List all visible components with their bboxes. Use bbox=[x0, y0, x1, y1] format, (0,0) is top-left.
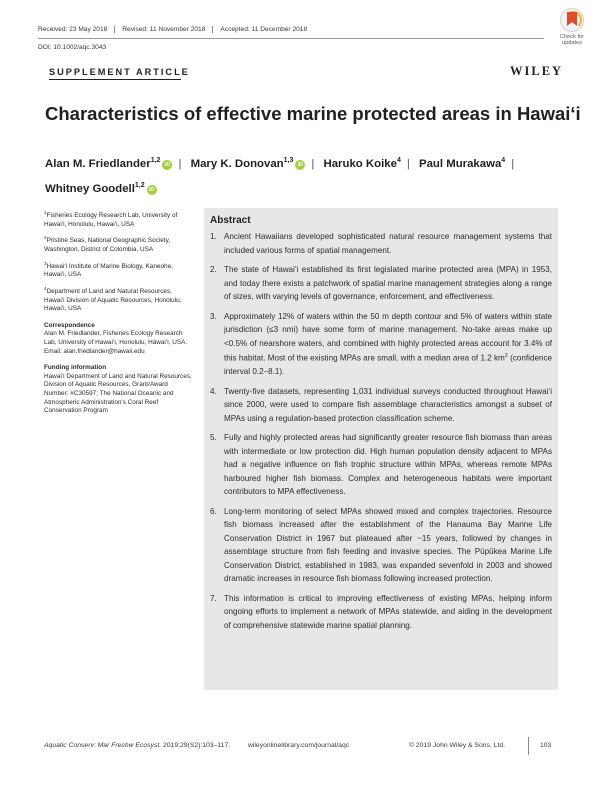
footer-copyright: © 2019 John Wiley & Sons, Ltd. bbox=[409, 742, 506, 749]
section-label: SUPPLEMENT ARTICLE bbox=[49, 67, 190, 77]
abstract-item bbox=[210, 385, 552, 426]
correspondence-heading: Correspondence bbox=[44, 321, 95, 329]
affiliation bbox=[44, 209, 194, 229]
author-affiliation: 1,2 bbox=[150, 157, 161, 164]
abstract-item bbox=[210, 263, 552, 304]
affiliation-number: 4 bbox=[44, 285, 47, 291]
author-name[interactable]: Alan M. Friedlander bbox=[45, 157, 151, 170]
footer-divider bbox=[528, 737, 529, 755]
author-name[interactable]: Haruko Koike bbox=[323, 157, 397, 170]
abstract-item-number: 1. bbox=[210, 232, 217, 241]
affiliations bbox=[44, 209, 194, 314]
affiliation-number: 3 bbox=[44, 260, 47, 266]
abstract-box bbox=[204, 208, 558, 690]
abstract-item-number: 4. bbox=[210, 386, 217, 396]
accepted-date: Accepted: 11 December 2018 bbox=[212, 26, 314, 33]
affiliation-text: Pristine Seas, National Geographic Society, Washington, District of Colombia, USA bbox=[44, 237, 171, 254]
affiliation bbox=[44, 260, 194, 280]
abstract-item bbox=[210, 431, 552, 499]
abstract-text-part: Approximately 12% of waters within the 50 m depth contour and 5% of waters within state jurisdiction (≤3 nmi) have some form of marine management. No-take areas make up <0.5% of nearshore waters, and combined with highly protected areas account for 3.4% of this habitat. Most of the existing MPAs are small, with a median area of 1.2 km bbox=[224, 311, 552, 363]
affiliation-text: Department of Land and Natural Resources, Hawai‘i Division of Aquatic Resources, Honolulu, Hawai‘i, USA bbox=[44, 288, 182, 313]
correspondence-block bbox=[44, 322, 194, 356]
abstract-item-text: Fully and highly protected areas had significantly greater resource fish biomass than areas with intermediate or low protection did. High human population density adjacent to MPAs had a negative influence on fish trophic structure within MPAs, whereas remote MPAs harboured higher fish biomass. Complex and heterogeneous habitats were important contributors to MPA effectiveness. bbox=[224, 433, 552, 497]
abstract-list bbox=[210, 230, 552, 632]
author-separator: | bbox=[406, 157, 410, 170]
abstract-item-number: 3. bbox=[210, 311, 217, 321]
publisher-logo: WILEY bbox=[510, 64, 564, 78]
affiliation-number: 1 bbox=[44, 210, 47, 215]
section-label-underline bbox=[49, 79, 181, 80]
abstract-item bbox=[210, 505, 552, 586]
abstract-item-text: The state of Hawai‘i established its first legislated marine protected area (MPA) in 1953, and today there exists a patchwork of spatial marine management strategies along a range of sizes, with varying levels of governance, enforcement, and effectiveness. bbox=[224, 265, 552, 301]
author-separator: | bbox=[311, 157, 315, 170]
abstract-item-text: Long-term monitoring of select MPAs showed mixed and complex trajectories. Resource fish biomass increased after the establishment of the Hanauma Bay Marine Life Conservation District in 1967 but plateaued after ~15 years, followed by changes in assemblage structure from fish feeding and invasive species. The Pūpūkea Marine Life Conservation District, established in 1983, was expanded sevenfold in 2003 and showed dramatic increases in resource fish biomass following increased protection. bbox=[224, 506, 552, 584]
abstract-superscript: 2 bbox=[504, 353, 508, 359]
abstract-text-part: (confidence interval 0.2–8.1). bbox=[224, 353, 552, 377]
author-name[interactable]: Whitney Goodell bbox=[45, 182, 135, 195]
abstract-item bbox=[210, 230, 552, 257]
header-rule bbox=[38, 38, 544, 39]
received-date: Received: 23 May 2018 bbox=[38, 26, 108, 33]
abstract-item-text: This information is critical to improving effectiveness of existing MPAs, helping inform ongoing efforts to implement a network of MPAs statewide, and aiding in the development of comprehensive statewide marine spatial planning. bbox=[224, 593, 552, 630]
affiliation-text: Hawai‘i Institute of Marine Biology, Kaneohe, Hawai‘i, USA bbox=[44, 262, 173, 279]
author-list bbox=[45, 150, 565, 200]
affiliation bbox=[44, 234, 194, 254]
revised-date: Revised: 11 November 2018 bbox=[114, 26, 212, 33]
author[interactable] bbox=[191, 158, 306, 170]
funding-block bbox=[44, 364, 194, 416]
abstract-item-number: 7. bbox=[210, 593, 217, 603]
abstract-item-number: 2. bbox=[210, 265, 217, 274]
journal-citation: 2019;29(S2):103–117. bbox=[161, 742, 231, 749]
footer-journal bbox=[44, 742, 230, 749]
affiliation bbox=[44, 285, 194, 314]
author[interactable] bbox=[45, 158, 172, 170]
check-for-updates-button[interactable] bbox=[552, 8, 592, 47]
author-affiliation: 4 bbox=[396, 157, 401, 164]
funding-text: Hawai‘i Department of Land and Natural Resources, Division of Aquatic Resources, Grant/Award Number: #C30597; The National Oceanic and Atmospheric Administration's Coral Reef Conservation Program bbox=[44, 372, 192, 415]
orcid-icon[interactable]: iD bbox=[295, 160, 305, 170]
page-number: 103 bbox=[540, 742, 552, 749]
affiliation-number: 2 bbox=[44, 235, 47, 241]
footer-url[interactable]: wileyonlinelibrary.com/journal/aqc bbox=[248, 742, 350, 749]
abstract-item bbox=[210, 592, 552, 633]
author-affiliation: 1,2 bbox=[134, 181, 145, 189]
abstract-item-number: 6. bbox=[210, 506, 217, 516]
abstract-item-text: Ancient Hawaiians developed sophisticated natural resource management systems that included various forms of spatial management. bbox=[224, 232, 552, 255]
article-dates bbox=[38, 26, 314, 33]
author-affiliation: 4 bbox=[501, 157, 506, 164]
doi[interactable]: DOI: 10.1002/aqc.3043 bbox=[38, 44, 107, 51]
author-name[interactable]: Mary K. Donovan bbox=[190, 157, 284, 170]
funding-heading: Funding information bbox=[44, 364, 107, 372]
affiliation-text: Fisheries Ecology Research Lab, University of Hawai‘i, Honolulu, Hawai‘i, USA bbox=[44, 212, 178, 228]
abstract-item-number: 5. bbox=[210, 433, 217, 443]
author-separator: | bbox=[178, 157, 182, 170]
abstract-item-text: Twenty-five datasets, representing 1,031 individual surveys conducted throughout Hawai‘i since 2000, were used to compare fish assemblage characteristics amongst a subset of MPAs using a regulation-based protection classification scheme. bbox=[224, 386, 552, 423]
abstract-heading: Abstract bbox=[210, 215, 251, 226]
journal-name: Aquatic Conserv: Mar Freshw Ecosyst. bbox=[44, 742, 162, 749]
author[interactable] bbox=[419, 158, 505, 170]
check-updates-label-1: Check for bbox=[560, 34, 584, 40]
orcid-icon[interactable]: iD bbox=[162, 160, 172, 170]
orcid-icon[interactable]: iD bbox=[147, 185, 157, 195]
abstract-item bbox=[210, 310, 552, 379]
correspondence-address: Alan M. Friedlander, Fisheries Ecology Research Lab, University of Hawai‘i, Honolulu, Hawai‘i, USA. bbox=[44, 330, 188, 347]
author[interactable] bbox=[45, 183, 157, 195]
sidebar bbox=[44, 209, 194, 424]
check-updates-label-2: updates bbox=[562, 40, 582, 47]
check-updates-icon bbox=[560, 8, 584, 32]
correspondence-email[interactable]: Email: alan.friedlander@hawaii.edu bbox=[44, 347, 145, 355]
article-title: Characteristics of effective marine protected areas in Hawai‘i bbox=[45, 103, 581, 124]
author-name[interactable]: Paul Murakawa bbox=[418, 157, 502, 170]
author-affiliation: 1,3 bbox=[283, 157, 294, 164]
author-separator: | bbox=[511, 157, 515, 170]
author[interactable] bbox=[324, 158, 401, 170]
abstract-item-text bbox=[224, 310, 552, 379]
